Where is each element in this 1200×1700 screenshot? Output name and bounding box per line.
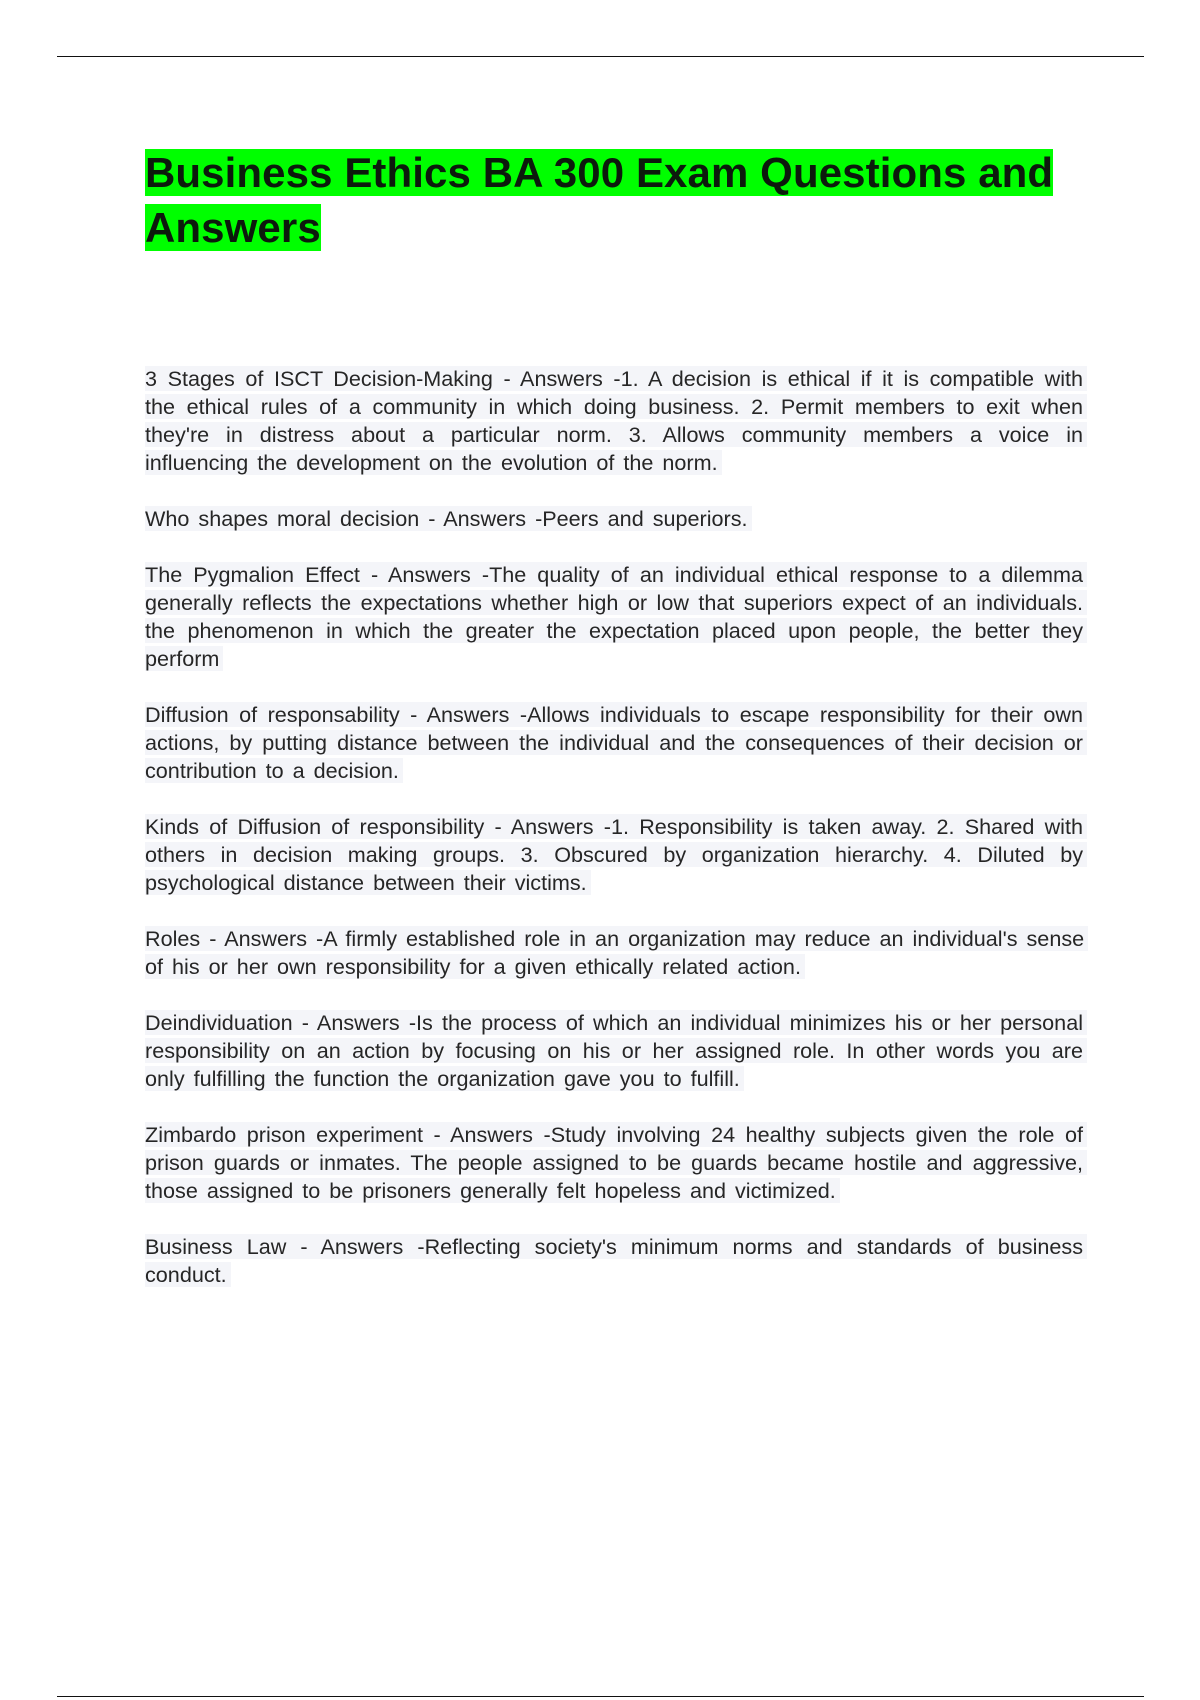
qa-answer: The quality of an individual ethical response to a dilemma generally reflects the expectations whether high or low that superiors expect of an individuals. the phenomenon in which the greater the expectation placed upon people, the better they perform: [145, 562, 1083, 671]
qa-separator: - Answers -: [292, 1010, 417, 1035]
qa-separator: - Answers -: [419, 506, 543, 531]
qa-list: [145, 365, 1087, 1289]
qa-term: Roles: [145, 926, 201, 951]
qa-separator: - Answers -: [286, 1234, 425, 1259]
qa-answer: A firmly established role in an organization may reduce an individual's sense of his or her own responsibility for a given ethically related action.: [145, 926, 1085, 979]
qa-answer: Allows individuals to escape responsibility for their own actions, by putting distance between the individual and the consequences of their decision or contribution to a decision.: [145, 702, 1083, 783]
qa-separator: - Answers -: [484, 814, 611, 839]
qa-answer: Reflecting society's minimum norms and standards of business conduct.: [145, 1234, 1083, 1287]
qa-item: [145, 925, 1087, 981]
qa-separator: - Answers -: [492, 366, 621, 391]
qa-separator: - Answers -: [399, 702, 528, 727]
qa-separator: - Answers -: [422, 1122, 551, 1147]
qa-item: [145, 1009, 1087, 1093]
qa-item: [145, 1121, 1087, 1205]
qa-item: [145, 365, 1087, 477]
qa-term: The Pygmalion Effect: [145, 562, 360, 587]
qa-separator: - Answers -: [359, 562, 490, 587]
qa-answer: 1. A decision is ethical if it is compatible with the ethical rules of a community in which doing business. 2. Permit members to exit when they're in distress about a particular norm. 3. Allows community members a voice in influencing the development on the evolution of the norm.: [145, 366, 1084, 475]
qa-item: [145, 701, 1087, 785]
qa-term: 3 Stages of ISCT Decision-Making: [145, 366, 493, 391]
qa-term: Diffusion of responsability: [145, 702, 400, 727]
qa-answer: 1. Responsibility is taken away. 2. Shared with others in decision making groups. 3. Obscured by organization hierarchy. 4. Diluted by psychological distance between their victims.: [145, 814, 1083, 895]
qa-term: Deindividuation: [145, 1010, 293, 1035]
qa-separator: - Answers -: [200, 926, 324, 951]
bottom-rule: [57, 1696, 1144, 1697]
document-body: [145, 145, 1087, 1317]
qa-term: Zimbardo prison experiment: [145, 1122, 423, 1147]
document-title: Business Ethics BA 300 Exam Questions and Answers: [145, 149, 1054, 251]
top-rule: [57, 56, 1144, 57]
qa-item: [145, 1233, 1087, 1289]
qa-term: Who shapes moral decision: [145, 506, 420, 531]
qa-answer: Is the process of which an individual minimizes his or her personal responsibility on an action by focusing on his or her assigned role. In other words you are only fulfilling the function the organization gave you to fulfill.: [145, 1010, 1083, 1091]
qa-item: [145, 505, 1087, 533]
qa-item: [145, 813, 1087, 897]
qa-term: Kinds of Diffusion of responsibility: [145, 814, 485, 839]
qa-item: [145, 561, 1087, 673]
qa-answer: Study involving 24 healthy subjects given the role of prison guards or inmates. The people assigned to be guards became hostile and aggressive, those assigned to be prisoners generally felt hopeless and victimized.: [145, 1122, 1083, 1203]
qa-answer: Peers and superiors.: [542, 506, 748, 531]
qa-term: Business Law: [145, 1234, 287, 1259]
